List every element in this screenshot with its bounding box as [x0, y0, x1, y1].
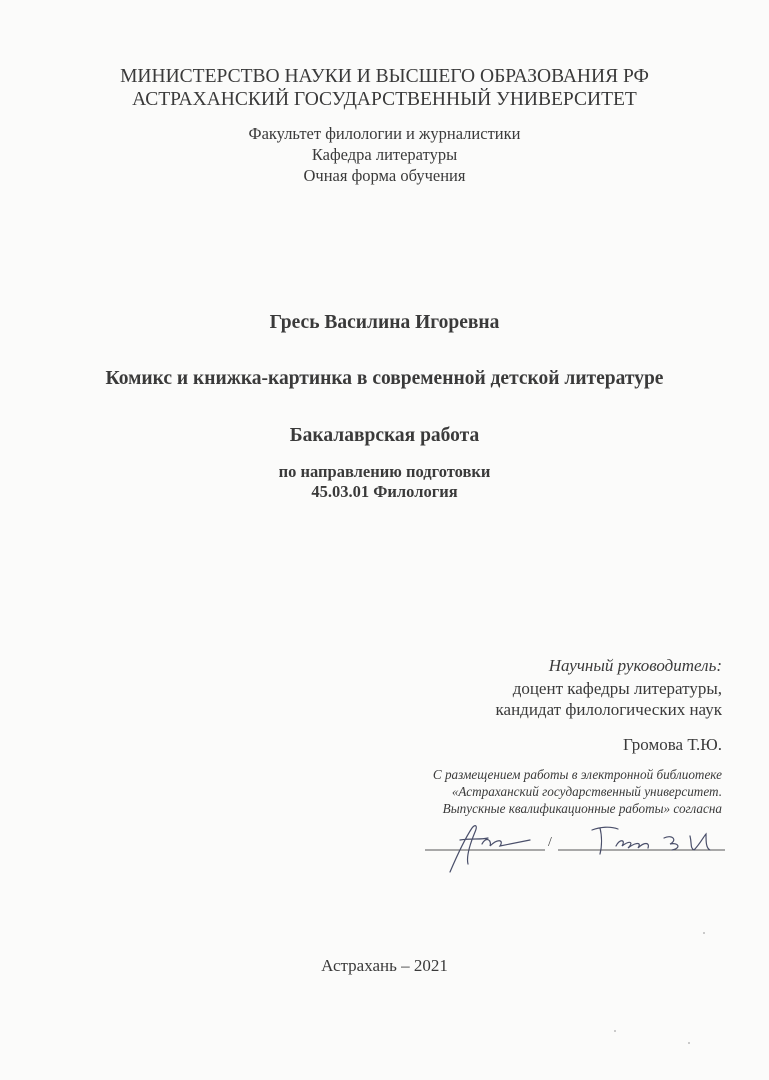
paper-speck — [703, 932, 705, 934]
consent-line-2: «Астраханский государственный университет. — [451, 784, 722, 799]
faculty-line: Факультет филологии и журналистики — [248, 124, 521, 143]
study-form-line: Очная форма обучения — [303, 166, 466, 185]
ministry-heading: МИНИСТЕРСТВО НАУКИ И ВЫСШЕГО ОБРАЗОВАНИЯ РФ — [120, 66, 649, 87]
signature-separator: / — [548, 835, 552, 850]
city-year: Астрахань – 2021 — [321, 956, 448, 975]
direction-code: 45.03.01 Филология — [311, 482, 458, 501]
author-name: Гресь Василина Игоревна — [269, 312, 500, 333]
paper-speck — [688, 1042, 690, 1044]
supervisor-position: доцент кафедры литературы, — [512, 679, 722, 698]
supervisor-signature — [450, 826, 530, 872]
supervisor-label: Научный руководитель: — [548, 656, 722, 675]
consent-line-1: С размещением работы в электронной библиотеке — [432, 767, 722, 782]
direction-label: по направлению подготовки — [278, 462, 491, 481]
department-line: Кафедра литературы — [311, 145, 458, 164]
signature-area — [420, 810, 730, 880]
supervisor-degree: кандидат филологических наук — [495, 700, 722, 719]
thesis-title: Комикс и книжка-картинка в современной детской литературе — [105, 368, 664, 389]
paper-speck — [614, 1030, 616, 1032]
university-heading: АСТРАХАНСКИЙ ГОСУДАРСТВЕННЫЙ УНИВЕРСИТЕТ — [132, 89, 637, 110]
supervisor-name: Громова Т.Ю. — [623, 735, 722, 754]
consent-line-3: Выпускные квалификационные работы» согласна — [442, 801, 722, 816]
work-type: Бакалаврская работа — [289, 425, 480, 446]
